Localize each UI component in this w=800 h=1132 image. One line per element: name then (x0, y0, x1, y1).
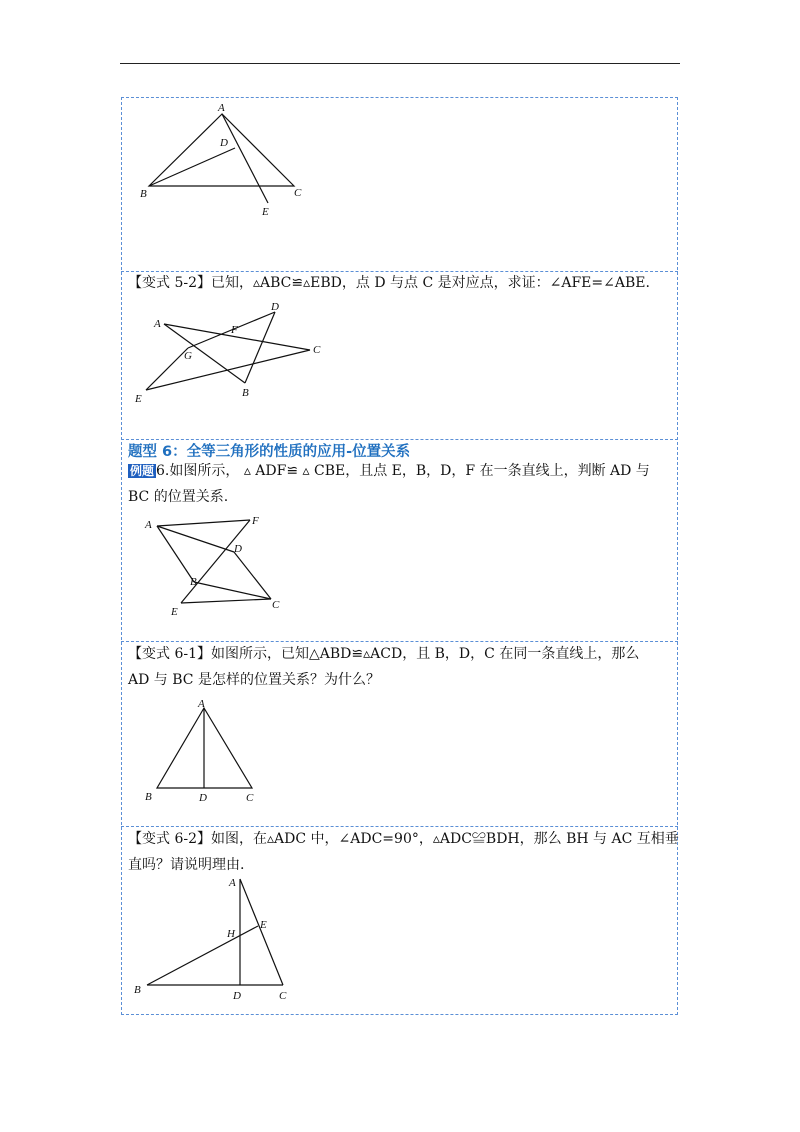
label-h: H (227, 928, 235, 940)
label-c: C (246, 792, 254, 804)
label-d: D (199, 792, 207, 804)
problem-prefix: 【变式 6-2】 (128, 831, 211, 847)
label-d: D (233, 990, 241, 1002)
label-e: E (171, 606, 178, 618)
problem-line: 如图，在▵ADC 中，∠ADC=90°，▵ADC≌BDH，那么 BH 与 AC 互相垂 (211, 831, 679, 847)
segment-ad (157, 526, 234, 552)
label-f: F (231, 324, 238, 336)
segment-ec (146, 350, 310, 390)
problem-line: AD 与 BC 是怎样的位置关系？为什么？ (128, 672, 380, 688)
label-a: A (145, 519, 152, 531)
label-c: C (279, 990, 287, 1002)
label-c: C (294, 187, 302, 199)
label-e: E (135, 393, 142, 405)
label-b: B (242, 387, 249, 399)
problem-line: 直吗？请说明理由. (128, 857, 245, 873)
label-a: A (229, 877, 236, 889)
segment-fe (181, 520, 250, 603)
label-f: F (252, 515, 259, 527)
problem-line: BC 的位置关系. (128, 489, 229, 505)
label-d: D (271, 301, 279, 313)
label-a: A (154, 318, 161, 330)
problem-line: 如图所示，已知△ABD≌▵ACD，且 B，D，C 在同一条直线上，那么 (211, 646, 640, 662)
problem-text: 已知，▵ABC≌▵EBD，点 D 与点 C 是对应点，求证：∠AFE=∠ABE. (211, 275, 650, 291)
section-title: 题型 6：全等三角形的性质的应用-位置关系 (128, 444, 411, 460)
label-d: D (234, 543, 242, 555)
segment-ae (222, 114, 268, 203)
label-c: C (272, 599, 280, 611)
problem-prefix: 【变式 6-1】 (128, 646, 211, 662)
label-d: D (220, 137, 228, 149)
label-b: B (190, 576, 197, 588)
problem-line: 6.如图所示， ▵ ADF≌ ▵ CBE，且点 E，B，D，F 在一条直线上，判断 AD 与 (156, 463, 650, 479)
label-b: B (134, 984, 141, 996)
label-b: B (140, 188, 147, 200)
segment-bd (149, 148, 235, 186)
label-b: B (145, 791, 152, 803)
problem-prefix: 【变式 5-2】 (128, 275, 211, 291)
label-c: C (313, 344, 321, 356)
figure-5 (134, 877, 287, 1002)
figure-4 (145, 698, 254, 804)
label-a: A (218, 102, 225, 114)
segment-af (157, 520, 250, 526)
triangle-abc (149, 114, 294, 186)
label-e: E (260, 919, 267, 931)
label-g: G (184, 350, 192, 362)
figure-1 (140, 102, 302, 218)
label-e: E (262, 206, 269, 218)
segment-ge (146, 348, 188, 390)
figure-3 (144, 515, 280, 618)
example-badge: 例题 (130, 464, 155, 478)
figure-2 (134, 301, 321, 405)
segment-be (147, 926, 258, 985)
label-a: A (198, 698, 205, 710)
segment-ec (181, 599, 271, 603)
segment-ab (157, 526, 194, 582)
